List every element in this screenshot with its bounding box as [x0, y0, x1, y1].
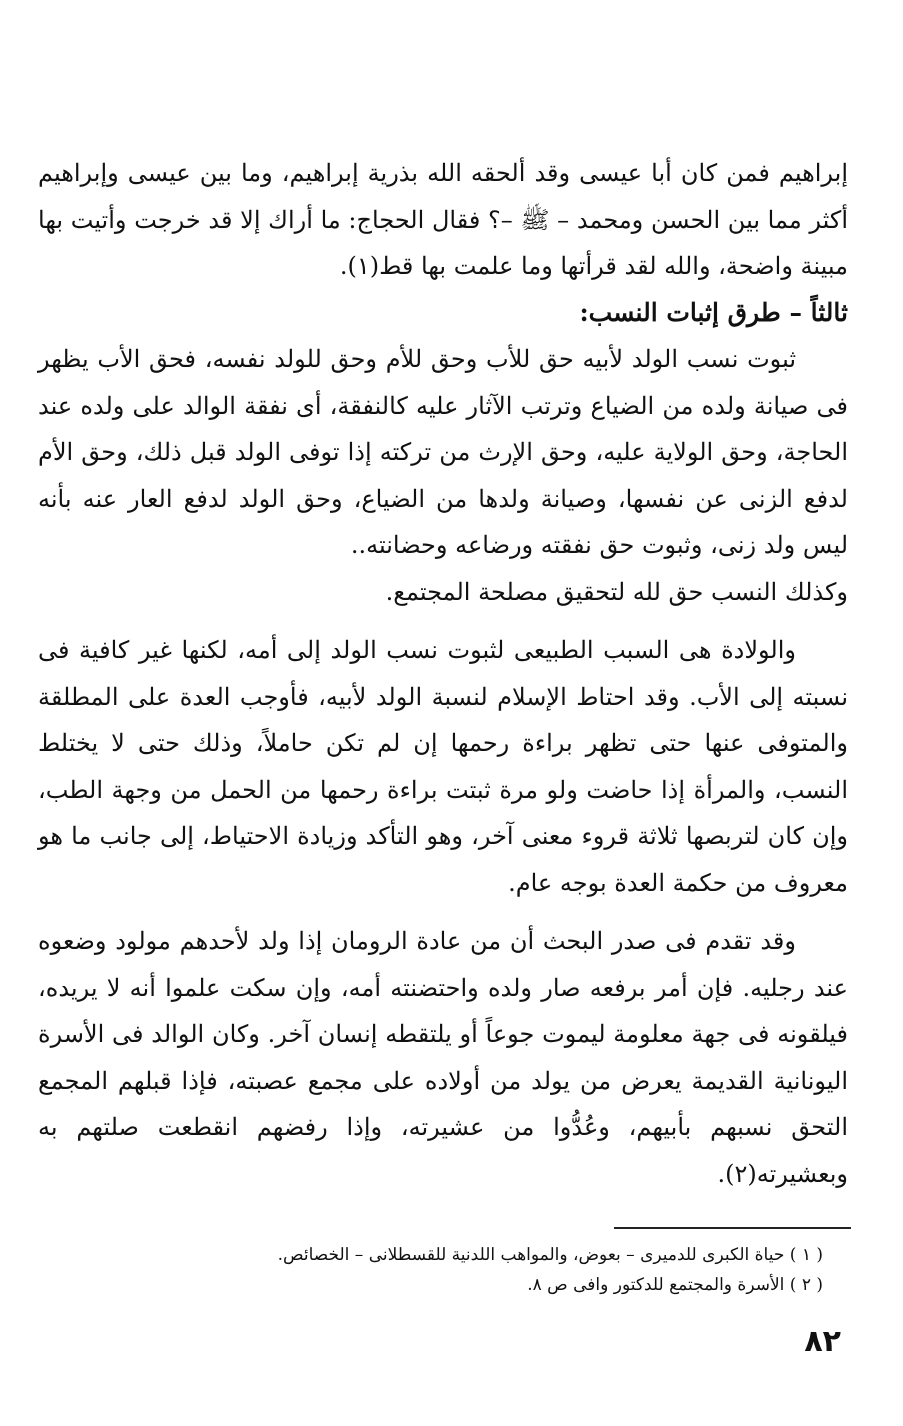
paragraph-lineage-society: وكذلك النسب حق لله لتحقيق مصلحة المجتمع. — [385, 577, 848, 606]
footnote-2: ( ٢ ) الأسرة والمجتمع للدكتور وافى ص ٨. — [527, 1275, 823, 1295]
footnote-divider — [614, 1227, 851, 1229]
main-text — [38, 150, 848, 1197]
footnotes — [60, 1240, 823, 1300]
paragraph-lineage-rights: ثبوت نسب الولد لأبيه حق للأب وحق للأم وحق للولد نفسه، فحق الأب يظهر فى صيانة ولده من الضياع وترتب الآثار عليه كالنفقة، أى نفقة الوالد على ولده عند الحاجة، وحق الولاية عليه، وحق الإرث من تركته إذا توفى الولد قبل ذلك، وحق الأم لدفع الزنى عن نفسها، وصيانة ولدها من الضياع، وحق الولد لدفع العار عنه بأنه ليس ولد زنى، وثبوت حق نفقته ورضاعه وحضانته.. — [38, 345, 848, 559]
paragraph-continued: إبراهيم فمن كان أبا عيسى وقد ألحقه الله بذرية إبراهيم، وما بين عيسى وإبراهيم أكثر مما بين الحسن ومحمد – ﷺ –؟ فقال الحجاج: ما أراك إلا قد خرجت وأتيت بها مبينة واضحة، والله لقد قرأتها وما علمت بها قط(١). — [38, 159, 848, 280]
paragraph-birth-cause: والولادة هى السبب الطبيعى لثبوت نسب الولد إلى أمه، لكنها غير كافية فى نسبته إلى الأب. وقد احتاط الإسلام لنسبة الولد لأبيه، فأوجب العدة على المطلقة والمتوفى عنها حتى تظهر براءة رحمها إن لم تكن حاملاً، وذلك حتى لا يختلط النسب، والمرأة إذا حاضت ولو مرة ثبتت براءة رحمها من الحمل من وجهة الطب، وإن كان لتربصها ثلاثة قروء معنى آخر، وهو التأكد وزيادة الاحتياط، إلى جانب ما هو معروف من حكمة العدة بوجه عام. — [38, 636, 848, 897]
section-heading: ثالثاً – طرق إثبات النسب: — [579, 297, 848, 327]
footnote-1: ( ١ ) حياة الكبرى للدميرى – بعوض، والمواهب اللدنية للقسطلانى – الخصائص. — [277, 1245, 823, 1265]
paragraph-romans: وقد تقدم فى صدر البحث أن من عادة الرومان إذا ولد لأحدهم مولود وضعوه عند رجليه. فإن أمر برفعه صار ولده واحتضنته أمه، وإن سكت علموا أنه لا يريده، فيلقونه فى جهة معلومة ليموت جوعاً أو يلتقطه إنسان آخر. وكان الوالد فى الأسرة اليونانية القديمة يعرض من يولد من أولاده على مجمع عصبته، فإذا قبلهم المجمع التحق نسبهم بأبيهم، وعُدُّوا من عشيرته، وإذا رفضهم انقطعت صلتهم به وبعشيرته(٢). — [38, 927, 848, 1188]
page-number: ٨٢ — [804, 1324, 841, 1359]
